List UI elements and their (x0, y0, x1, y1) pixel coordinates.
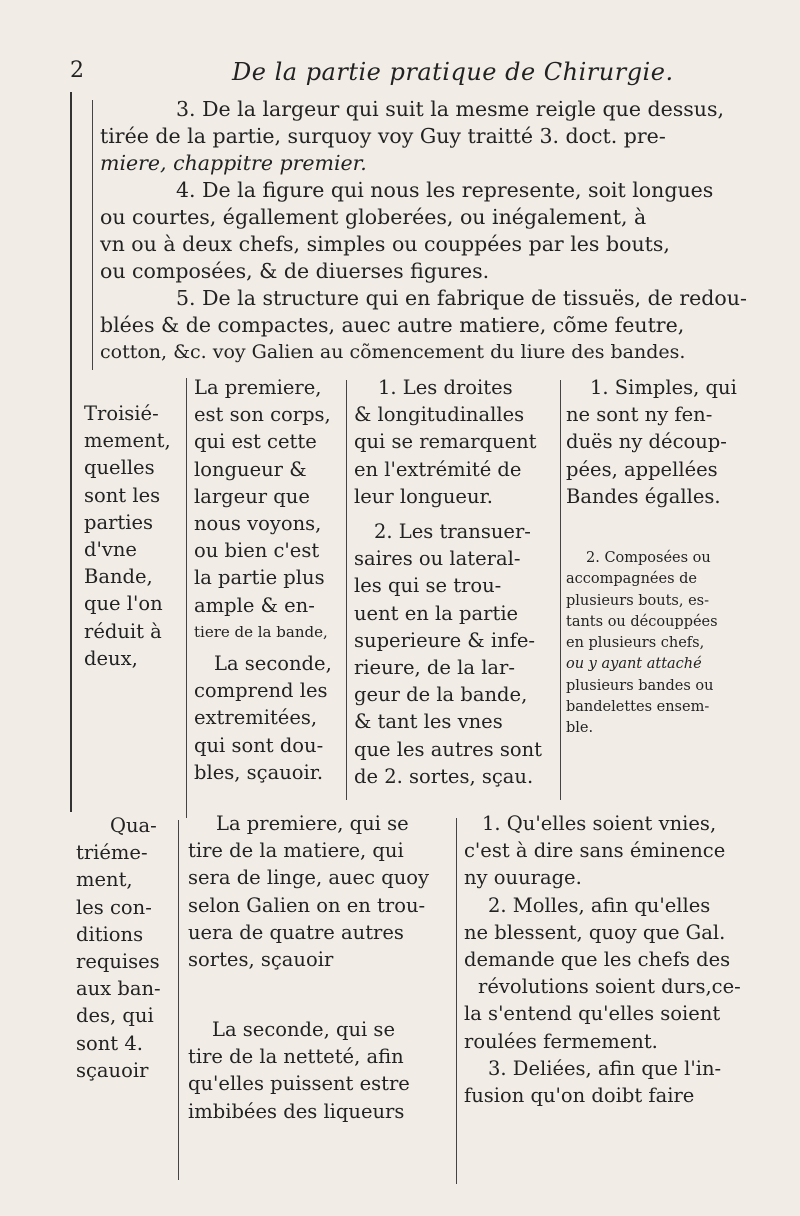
table1-col2-line: les qui se trou- (354, 574, 502, 598)
table1-col1-line: est son corps, (194, 403, 331, 427)
table1-left-line: d'vne (84, 538, 137, 562)
table1-col1-line: ou bien c'est (194, 539, 320, 563)
table1-col2-line: 2. Les transuer- (374, 520, 531, 543)
table2-bracket (178, 820, 179, 1180)
table2-left-line: sçauoir (76, 1058, 149, 1082)
table1-col2-line: 1. Les droites (378, 376, 513, 399)
table2-col2-line: la s'entend qu'elles soient (464, 1002, 721, 1026)
table1-col3-line: pées, appellées (566, 457, 718, 481)
intro-line: blées & de compactes, auec autre matiere, cõme feutre, (100, 313, 685, 337)
table1-col1-line: qui sont dou- (194, 733, 324, 757)
intro-line: 3. De la largeur qui suit la mesme reigle que dessus, (176, 97, 725, 121)
table2-left-line: les con- (76, 895, 152, 919)
table1-left-line: mement, (84, 429, 171, 453)
table1-col2-line: geur de la bande, (354, 683, 528, 707)
table1-col2a (354, 374, 552, 510)
table1-col3b (566, 548, 778, 740)
table2-left-line: requises (76, 950, 160, 974)
table1-col1-line: bles, sçauoir. (194, 760, 324, 784)
table1-bracket (186, 378, 187, 818)
table2-col1-line: La seconde, qui se (212, 1018, 395, 1041)
table1-col3-line: duës ny découp- (566, 430, 727, 454)
table2-col2-bracket (456, 818, 457, 1184)
table2-col1a (188, 810, 450, 973)
table1-left-line: réduit à (84, 619, 162, 643)
table1-left-line: sont les (84, 483, 161, 507)
table2-col1-line: imbibées des liqueurs (188, 1099, 405, 1123)
table2-left-line: des, qui (76, 1004, 154, 1028)
table1-left-line: quelles (84, 456, 155, 480)
table1-col1a (194, 374, 342, 646)
table2-col2-line: révolutions soient durs,ce- (478, 975, 741, 999)
table1-col1-line: qui est cette (194, 430, 317, 454)
table1-col3-line: tants ou découppées (566, 613, 718, 630)
table1-col3-line: 2. Composées ou (586, 550, 711, 566)
table1-col1-line: la partie plus (194, 566, 325, 590)
table2-col2-line: ne blessent, quoy que Gal. (464, 920, 726, 944)
table1-col3-line: ne sont ny fen- (566, 403, 713, 427)
table2-col1-line: sortes, sçauoir (188, 948, 334, 972)
table2-col1-line: qu'elles puissent estre (188, 1072, 410, 1096)
intro-line: cotton, &c. voy Galien au cõmencement du liure des bandes. (100, 341, 686, 363)
table1-col2-line: saires ou lateral- (354, 547, 521, 571)
table1-col3-line: ou y ayant attaché (566, 656, 702, 673)
table1-col3-line: plusieurs bandes ou (566, 677, 714, 694)
table2-col2-line: fusion qu'on doibt faire (464, 1084, 695, 1108)
margin-rule (70, 92, 72, 812)
table1-left-line: Bande, (84, 565, 153, 589)
table2-col2-line: 3. Deliées, afin que l'in- (488, 1056, 722, 1080)
table1-left-label (84, 400, 176, 672)
intro-line: ou courtes, égallement globerées, ou inégalement, à (100, 205, 647, 229)
table1-col3-line: ble. (566, 720, 594, 737)
table1-col3-line: plusieurs bouts, es- (566, 592, 709, 609)
table2-left-line: ment, (76, 868, 133, 892)
table1-col2-line: superieure & infe- (354, 628, 536, 652)
table2-col1b (188, 1016, 450, 1125)
table1-col2-line: de 2. sortes, sçau. (354, 764, 534, 788)
table1-col3-line: en plusieurs chefs, (566, 635, 705, 652)
page-header (60, 58, 780, 92)
table1-col3-line: 1. Simples, qui (590, 376, 737, 399)
intro-text (100, 96, 780, 366)
table1-col2-line: uent en la partie (354, 601, 519, 625)
table2-left-line: triéme- (76, 841, 148, 865)
table2-col1-line: selon Galien on en trou- (188, 893, 426, 917)
table1-col2-line: rieure, de la lar- (354, 656, 515, 680)
table1-col1-line: nous voyons, (194, 512, 322, 536)
intro-line: 4. De la figure qui nous les represente, soit longues (176, 178, 714, 202)
table1-col1-line: ample & en- (194, 593, 315, 617)
table1-col2-line: & longitudinalles (354, 403, 525, 427)
table2-left-line: sont 4. (76, 1031, 143, 1055)
table2-col1-line: uera de quatre autres (188, 920, 404, 944)
table1-left-line: parties (84, 510, 154, 534)
table1-col2-line: que les autres sont (354, 737, 542, 761)
table2-left-line: ditions (76, 922, 144, 946)
page-number: 2 (70, 58, 84, 83)
table2-col2-line: c'est à dire sans éminence (464, 839, 726, 863)
running-title: De la partie pratique de Chirurgie. (232, 58, 674, 86)
table1-col1-line: La seconde, (214, 652, 332, 675)
table1-col3-line: accompagnées de (566, 571, 697, 588)
table1-left-line: que l'on (84, 592, 163, 616)
table2-col1-line: tire de la matiere, qui (188, 839, 404, 863)
table1-col3-line: bandelettes ensem- (566, 699, 710, 716)
table1-col2b (354, 518, 552, 790)
table2-left-line: Qua- (110, 814, 157, 837)
table1-col3-line: Bandes égalles. (566, 484, 721, 508)
table1-col2-line: en l'extrémité de (354, 457, 522, 481)
table1-col1-line: comprend les (194, 679, 328, 703)
intro-bracket-line (92, 100, 93, 370)
table1-left-line: Troisié- (84, 402, 159, 425)
table2-col2-line: roulées fermement. (464, 1029, 658, 1053)
table1-col3-bracket (560, 380, 561, 800)
table2-col1-line: La premiere, qui se (216, 812, 409, 835)
table1-col2-line: leur longueur. (354, 484, 493, 508)
table1-col2-line: qui se remarquent (354, 430, 537, 454)
table1-col1-line: extremitées, (194, 706, 318, 730)
table1-col1-line: longueur & (194, 457, 307, 481)
table2-col2 (464, 810, 782, 1109)
table1-col1b (194, 650, 342, 786)
intro-line: tirée de la partie, surquoy voy Guy traitté 3. doct. pre- (100, 124, 666, 148)
table1-col1-line: tiere de la bande, (194, 622, 328, 641)
intro-line: vn ou à deux chefs, simples ou couppées par les bouts, (100, 232, 670, 256)
table2-col2-line: 2. Molles, afin qu'elles (488, 893, 711, 917)
table1-col2-bracket (346, 380, 347, 800)
table2-col2-line: 1. Qu'elles soient vnies, (482, 812, 717, 835)
intro-line: 5. De la structure qui en fabrique de tissuës, de redou- (176, 286, 747, 310)
table2-col2-line: demande que les chefs des (464, 948, 731, 972)
table1-col3a (566, 374, 778, 510)
table1-left-line: deux, (84, 646, 138, 670)
table1-col2-line: & tant les vnes (354, 710, 503, 734)
intro-line: miere, chappitre premier. (100, 151, 367, 175)
table2-col1-line: tire de la netteté, afin (188, 1045, 404, 1069)
table1-col1-line: largeur que (194, 484, 310, 508)
table2-col2-line: ny ouurage. (464, 866, 582, 890)
table2-left-label (76, 812, 172, 1084)
table1-col1-line: La premiere, (194, 376, 322, 399)
table2-left-line: aux ban- (76, 977, 161, 1001)
intro-line: ou composées, & de diuerses figures. (100, 259, 490, 283)
table2-col1-line: sera de linge, auec quoy (188, 866, 430, 890)
